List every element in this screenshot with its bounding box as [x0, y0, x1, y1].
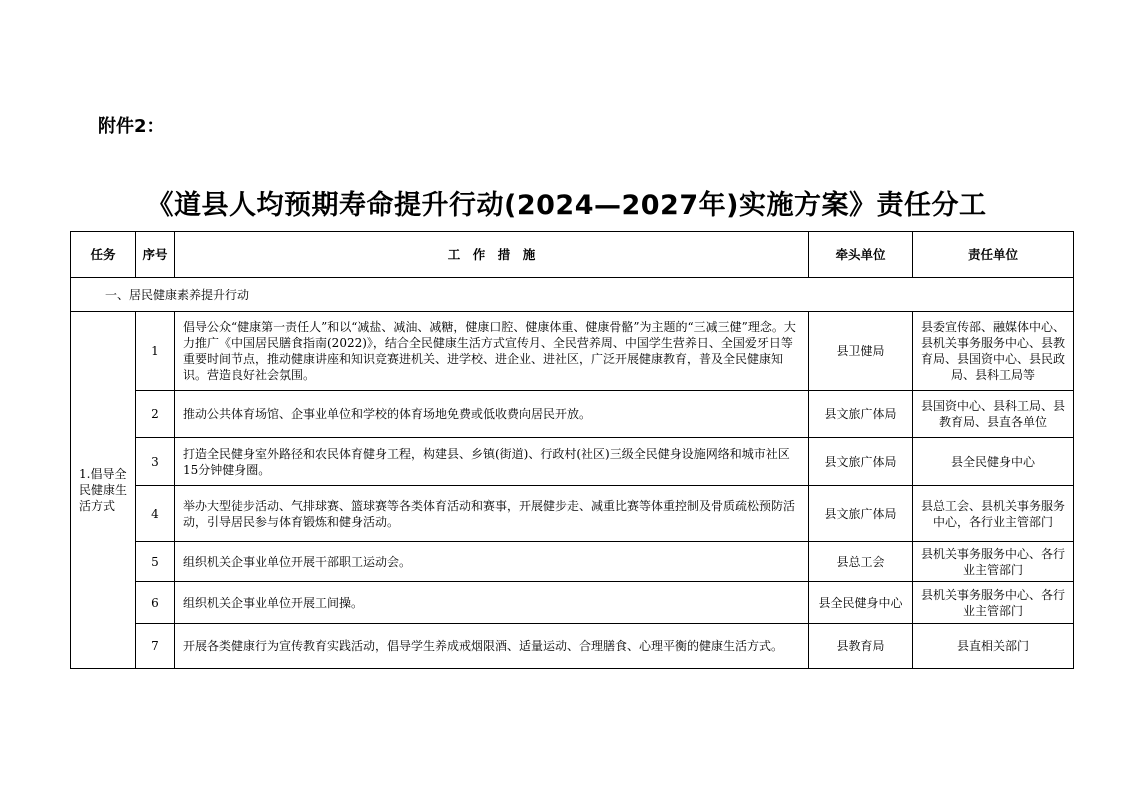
section-row: [71, 278, 1074, 312]
seq-cell: 4: [136, 486, 175, 542]
lead-unit-cell: 县教育局: [809, 624, 913, 669]
lead-unit-cell: 县全民健身中心: [809, 582, 913, 624]
table-row: [71, 312, 1074, 391]
responsible-unit-cell: 县总工会、县机关事务服务中心，各行业主管部门: [913, 486, 1074, 542]
task-group-cell: 1.倡导全民健康生活方式: [71, 312, 136, 669]
header-responsible: 责任单位: [913, 232, 1074, 278]
header-seq: 序号: [136, 232, 175, 278]
table-row: [71, 438, 1074, 486]
table-row: [71, 624, 1074, 669]
responsible-unit-cell: 县机关事务服务中心、各行业主管部门: [913, 542, 1074, 582]
seq-cell: 6: [136, 582, 175, 624]
header-task: 任务: [71, 232, 136, 278]
seq-cell: 2: [136, 391, 175, 438]
lead-unit-cell: 县文旅广体局: [809, 438, 913, 486]
section-title: 一、居民健康素养提升行动: [71, 278, 1074, 312]
measure-cell: 开展各类健康行为宣传教育实践活动，倡导学生养成戒烟限酒、适量运动、合理膳食、心理平衡的健康生活方式。: [175, 624, 809, 669]
seq-cell: 3: [136, 438, 175, 486]
table-row: [71, 582, 1074, 624]
measure-cell: 推动公共体育场馆、企事业单位和学校的体育场地免费或低收费向居民开放。: [175, 391, 809, 438]
seq-cell: 5: [136, 542, 175, 582]
lead-unit-cell: 县卫健局: [809, 312, 913, 391]
table-row: [71, 391, 1074, 438]
responsible-unit-cell: 县全民健身中心: [913, 438, 1074, 486]
table-header-row: [71, 232, 1074, 278]
responsible-unit-cell: 县机关事务服务中心、各行业主管部门: [913, 582, 1074, 624]
lead-unit-cell: 县文旅广体局: [809, 391, 913, 438]
measure-cell: 组织机关企事业单位开展工间操。: [175, 582, 809, 624]
seq-cell: 1: [136, 312, 175, 391]
table-row: [71, 542, 1074, 582]
responsible-unit-cell: 县直相关部门: [913, 624, 1074, 669]
measure-cell: 组织机关企事业单位开展干部职工运动会。: [175, 542, 809, 582]
measure-cell: 举办大型徒步活动、气排球赛、篮球赛等各类体育活动和赛事，开展健步走、减重比赛等体重控制及骨质疏松预防活动，引导居民参与体育锻炼和健身活动。: [175, 486, 809, 542]
responsible-unit-cell: 县委宣传部、融媒体中心、县机关事务服务中心、县教育局、县国资中心、县民政局、县科工局等: [913, 312, 1074, 391]
header-measure: 工 作 措 施: [175, 232, 809, 278]
responsibility-table: [70, 231, 1074, 669]
attachment-label: 附件2：: [98, 116, 165, 137]
measure-cell: 倡导公众“健康第一责任人”和以“减盐、减油、减糖，健康口腔、健康体重、健康骨骼”为主题的“三减三健”理念。大力推广《中国居民膳食指南(2022)》，结合全民健康生活方式宣传月、全民营养周、中国学生营养日、全国爱牙日等重要时间节点，推动健康讲座和知识竞赛进机关、进学校、进企业、进社区，广泛开展健康教育，普及全民健康知识。营造良好社会氛围。: [175, 312, 809, 391]
seq-cell: 7: [136, 624, 175, 669]
responsible-unit-cell: 县国资中心、县科工局、县教育局、县直各单位: [913, 391, 1074, 438]
lead-unit-cell: 县文旅广体局: [809, 486, 913, 542]
header-lead: 牵头单位: [809, 232, 913, 278]
measure-cell: 打造全民健身室外路径和农民体育健身工程，构建县、乡镇(街道)、行政村(社区)三级全民健身设施网络和城市社区15分钟健身圈。: [175, 438, 809, 486]
document-title: 《道县人均预期寿命提升行动(2024—2027年)实施方案》责任分工: [146, 190, 987, 221]
table-row: [71, 486, 1074, 542]
lead-unit-cell: 县总工会: [809, 542, 913, 582]
